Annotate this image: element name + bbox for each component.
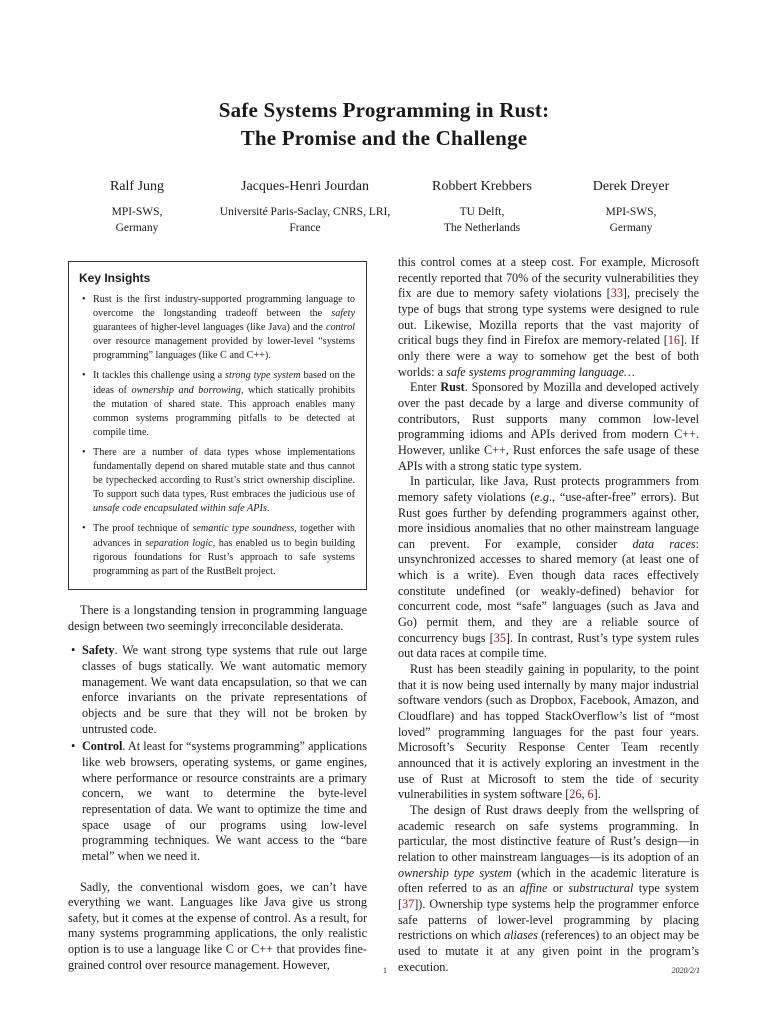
citation-link[interactable]: 35 — [493, 630, 506, 645]
paper-title — [0, 96, 768, 152]
author-derek-dreyer — [566, 178, 696, 236]
paragraph-popularity: Rust has been steadily gaining in popularity, to the point that it is now being used internally by many major industrial software vendors (such as Dropbox, Facebook, Amazon, and Cloudflare) and has topped StackOverflow’s list of “most loved” programming languages for the past four years. Microsoft’s Security Response Center Team recently announced that it is actively exploring an investment in the use of Rust at Microsoft to stem the tide of security vulnerabilities in system software [26, 6]. — [398, 662, 699, 802]
paragraph-data-races: In particular, like Java, Rust protects programmers from memory safety violations (e.g., “use-after-free” errors). But Rust goes further by defending programmers against other, more insidious anomalies that no other mainstream language can prevent. For example, consider data races: unsynchronized accesses to shared memory (at least one of which is a write). Even though data races effectively constitute undefined (or weakly-defined) behavior for concurrent code, most “safe” languages (such as Java and Go) permit them, and they are a reliable source of concurrency bugs [35]. In contrast, Rust’s type system rules out data races at compile time. — [398, 474, 699, 661]
key-insight-item: • It tackles this challenge using a strong type system based on the ideas of ownership and borrowing, which statically prohibits the mutation of shared state. This approach enables many common systems programming pitfalls to be detected at compile time. — [82, 370, 355, 438]
author-name: Ralf Jung — [109, 179, 165, 194]
author-name: Robbert Krebbers — [432, 179, 532, 194]
author-ralf-jung — [72, 178, 202, 236]
bullet-icon: • — [71, 643, 76, 658]
paragraph-cost: this control comes at a steep cost. For example, Microsoft recently reported that 70% of the security vulnerabilities they fix are due to memory safety violations [33], precisely the type of bugs that strong type systems were designed to rule out. Likewise, Mozilla reports that the vast majority of critical bugs they find in Firefox are memory-related [16]. If only there were a way to somehow get the best of both worlds: a safe systems programming language… — [398, 255, 699, 379]
author-affiliation — [205, 205, 405, 236]
bullet-icon: • — [71, 739, 76, 754]
page-number: 1 — [383, 966, 387, 975]
tradeoff-paragraph: Sadly, the conventional wisdom goes, we can’t have everything we want. Languages like Java give us strong safety, but it comes at the expense of control. As a result, for many systems programming applications, the only realistic option is to use a language like C or C++ that provides fine-grained control over resource management. However, — [68, 879, 367, 972]
control-item: • Control. At least for “systems programming” applications like web browsers, operating systems, or game engines, where performance or resource constraints are a primary concern, we want to determine the byte-level representation of data. We want to optimize the time and space usage of our programs using low-level programming techniques. We want access to the “bare metal” when we need it. — [71, 739, 367, 863]
affiliation-line: MPI-SWS, — [605, 206, 657, 218]
affiliation-line: TU Delft, — [459, 206, 505, 218]
affiliation-line: Germany — [609, 221, 653, 234]
key-insights-box — [68, 261, 367, 590]
control-label: Control — [82, 739, 123, 754]
author-jacques-henri-jourdan — [205, 178, 405, 236]
intro-paragraph: There is a longstanding tension in programming language design between two seemingly irreconcilable desiderata. — [68, 603, 367, 633]
citation-link[interactable]: 26 — [569, 787, 582, 802]
author-affiliation — [72, 205, 202, 236]
key-insight-item: • The proof technique of semantic type soundness, together with advances in separation logic, has enabled us to begin building rigorous foundations for Rust’s approach to safe systems programming as part of the RustBelt project. — [82, 523, 355, 577]
citation-link[interactable]: 16 — [667, 333, 680, 348]
bullet-icon: • — [82, 446, 86, 458]
author-name: Jacques-Henri Jourdan — [241, 179, 369, 194]
key-insight-item: • Rust is the first industry-supported programming language to overcome the longstanding tradeoff between the safety guarantees of higher-level languages (like Java) and the control over resource management provided by lower-level “systems programming” languages (like C and C++). — [82, 294, 355, 362]
affiliation-line: France — [289, 221, 321, 234]
safety-item: • Safety. We want strong type systems that rule out large classes of bugs statically. We want automatic memory management. We want data encapsulation, so that we can enforce invariants on the private representations of objects and be sure that they will not be broken by untrusted code. — [71, 643, 367, 736]
paragraph-design: The design of Rust draws deeply from the wellspring of academic research on safe systems programming. In particular, the most distinctive feature of Rust’s design—in relation to other mainstream languages—is its adoption of an ownership type system (which in the academic literature is often referred to as an affine or substructural type system [37]). Ownership type systems help the programmer enforce safe patterns of lower-level programming by placing restrictions on which aliases (references) to an object may be used to mutate it at any given point in the program’s execution. — [398, 802, 700, 974]
affiliation-line: MPI-SWS, — [111, 206, 163, 218]
paragraph-enter-rust: Enter Rust. Sponsored by Mozilla and developed actively over the past decade by a large and diverse community of contributors, Rust supports many common low-level programming idioms and APIs derived from modern C++. However, unlike C++, Rust enforces the safe usage of these APIs with a strong static type system. — [398, 380, 699, 473]
bullet-icon: • — [82, 523, 86, 535]
author-affiliation — [412, 205, 552, 236]
citation-link[interactable]: 37 — [402, 896, 415, 911]
title-line-1: Safe Systems Programming in Rust: — [218, 98, 550, 122]
key-insights-heading: Key Insights — [79, 271, 151, 285]
citation-link[interactable]: 33 — [610, 286, 623, 301]
author-robbert-krebbers — [412, 178, 552, 236]
citation-link[interactable]: 6 — [587, 787, 594, 802]
bullet-icon: • — [82, 294, 86, 305]
affiliation-line: The Netherlands — [443, 221, 521, 234]
left-column — [68, 603, 367, 973]
key-insight-item: • There are a number of data types whose implementations fundamentally depend on shared mutable state and thus cannot be typechecked according to Rust’s strict ownership discipline. To support such data types, Rust embraces the judicious use of unsafe code encapsulated within safe APIs. — [82, 446, 355, 515]
author-name: Derek Dreyer — [592, 179, 670, 194]
right-column — [398, 255, 699, 975]
safety-label: Safety — [82, 643, 115, 658]
bullet-icon: • — [82, 370, 86, 382]
title-line-2: The Promise and the Challenge — [240, 126, 528, 150]
author-affiliation — [566, 205, 696, 236]
affiliation-line: Université Paris-Saclay, CNRS, LRI, — [219, 206, 391, 218]
affiliation-line: Germany — [115, 221, 159, 234]
footer-date: 2020/2/1 — [671, 966, 700, 975]
